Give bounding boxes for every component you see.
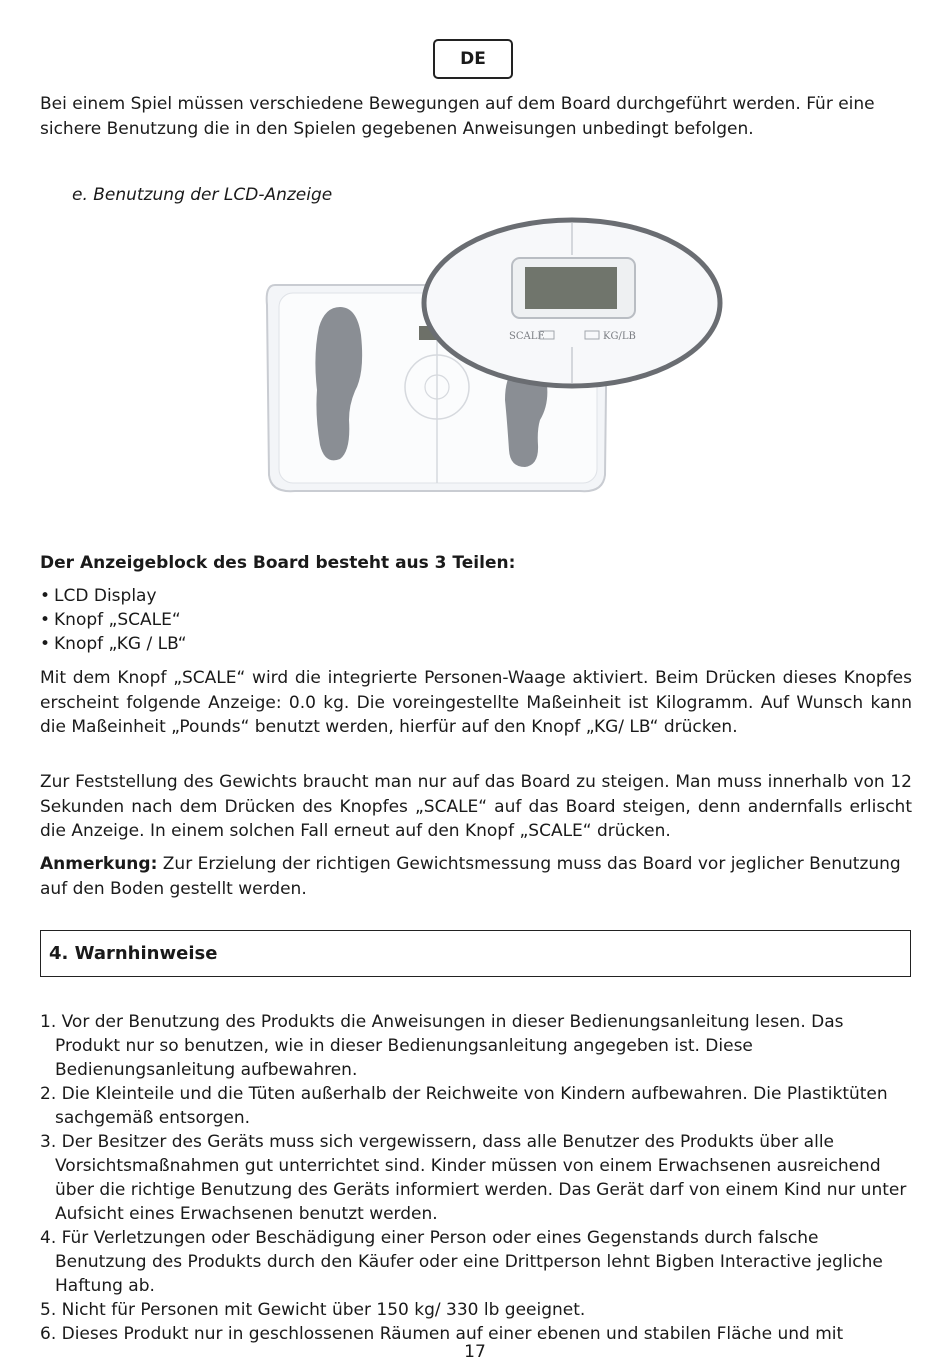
list-item: 2. Die Kleinteile und die Tüten außerhalb der Reichweite von Kindern aufbewahren. Die Plastiktüten sachgemäß entsorgen. [40, 1084, 888, 1128]
scale-button-label: SCALE [509, 331, 545, 342]
list-item: 3. Der Besitzer des Geräts muss sich vergewissern, dass alle Benutzer des Produkts über alle Vorsichtsmaßnahmen gut unterrichtet sind. Kinder müssen von einem Erwachsenen ausreichend über die richtige Benutzung des Geräts informiert werden. Das Gerät darf von einem Kind nur unter Aufsicht eines Erwachsenen benutzt werden. [40, 1132, 907, 1224]
note-paragraph [40, 852, 912, 901]
scale-button-paragraph: Mit dem Knopf „SCALE“ wird die integrierte Personen-Waage aktiviert. Beim Drücken dieses Knopfes erscheint folgende Anzeige: 0.0 kg. Die voreingestellte Maßeinheit ist Kilogramm. Auf Wunsch kann die Maßeinheit „Pounds“ benutzt werden, hierfür auf den Knopf „KG/ LB“ drücken. [40, 668, 912, 737]
warnings-list [40, 1010, 912, 1346]
display-block-heading: Der Anzeigeblock des Board besteht aus 3 Teilen: [40, 553, 516, 573]
list-item: 4. Für Verletzungen oder Beschädigung einer Person oder eines Gegenstands durch falsche Benutzung des Produkts durch den Käufer oder eine Drittperson lehnt Bigben Interactive jegliche Haftung ab. [40, 1228, 883, 1296]
note-text: Zur Erzielung der richtigen Gewichtsmessung muss das Board vor jeglicher Benutzung auf den Boden gestellt werden. [40, 854, 901, 899]
intro-paragraph: Bei einem Spiel müssen verschiedene Bewegungen auf dem Board durchgeführt werden. Für eine sichere Benutzung die in den Spielen gegebenen Anweisungen unbedingt befolgen. [40, 94, 875, 139]
language-badge: DE [433, 39, 513, 79]
board-illustration [255, 215, 725, 500]
list-item: 5. Nicht für Personen mit Gewicht über 150 kg/ 330 lb geeignet. [40, 1300, 586, 1320]
lcd-screen [525, 267, 617, 309]
page-number: 17 [464, 1342, 486, 1362]
weigh-paragraph: Zur Feststellung des Gewichts braucht man nur auf das Board zu steigen. Man muss innerhalb von 12 Sekunden nach dem Drücken des Knopfes „SCALE“ auf das Board steigen, denn andernfalls erlischt die Anzeige. In einem solchen Fall erneut auf den Knopf „SCALE“ drücken. [40, 772, 912, 841]
unit-button-label: KG/LB [603, 331, 636, 342]
note-label: Anmerkung: [40, 854, 158, 874]
list-item: • Knopf „KG / LB“ [40, 632, 187, 656]
list-item: 1. Vor der Benutzung des Produkts die Anweisungen in dieser Bedienungsanleitung lesen. Das Produkt nur so benutzen, wie in dieser Bedienungsanleitung angegeben ist. Diese Bedienungsanleitung aufbewahren. [40, 1012, 844, 1080]
display-parts-list [40, 584, 187, 656]
list-item: • Knopf „SCALE“ [40, 608, 187, 632]
list-item: 6. Dieses Produkt nur in geschlossenen Räumen auf einer ebenen und stabilen Fläche und mit [40, 1324, 844, 1344]
section-title: 4. Warnhinweise [40, 930, 911, 977]
list-item: • LCD Display [40, 584, 187, 608]
subheading: e. Benutzung der LCD-Anzeige [72, 185, 333, 205]
